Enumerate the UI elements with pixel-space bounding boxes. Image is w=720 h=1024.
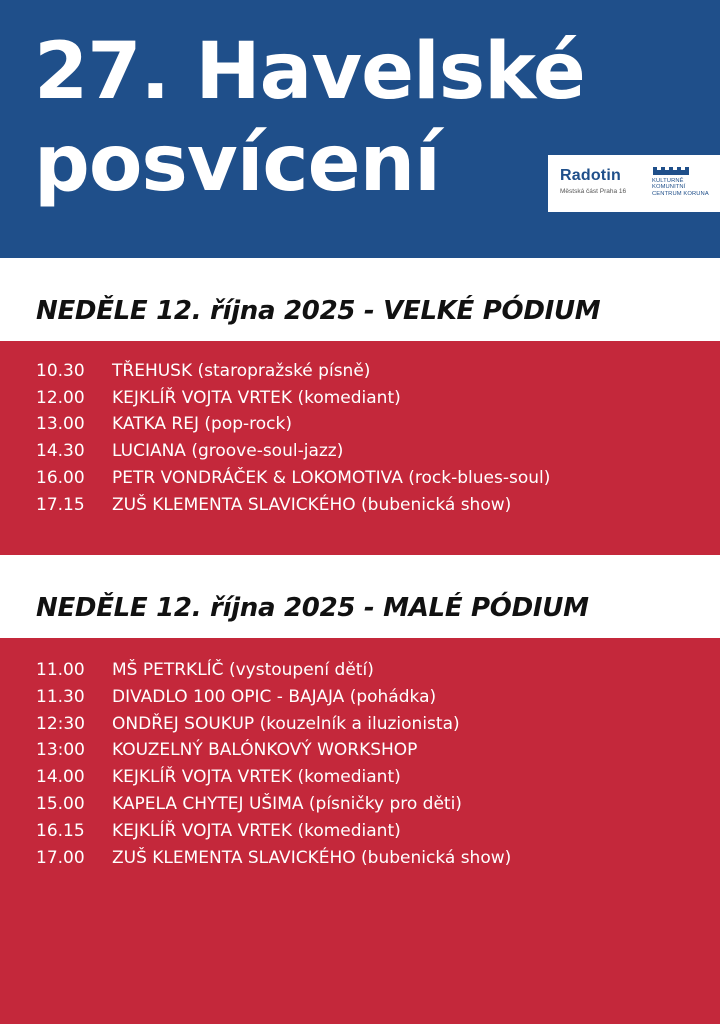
schedule-time: 15.00 <box>36 794 85 814</box>
schedule-time: 13:00 <box>36 740 85 760</box>
schedule-act: KAPELA CHYTEJ UŠIMA (písničky pro děti) <box>112 794 462 814</box>
schedule-act: KATKA REJ (pop-rock) <box>112 414 292 434</box>
schedule-act: MŠ PETRKLÍČ (vystoupení dětí) <box>112 660 374 680</box>
schedule-time: 11.00 <box>36 660 85 680</box>
radotin-logo: Radotin <box>560 167 621 184</box>
kkc-logo-text: KULTURNĚ KOMUNITNÍ CENTRUM KORUNA <box>652 178 709 197</box>
schedule-time: 11.30 <box>36 687 85 707</box>
schedule-time: 14.00 <box>36 767 85 787</box>
schedule-time: 13.00 <box>36 414 85 434</box>
schedule-act: ONDŘEJ SOUKUP (kouzelník a iluzionista) <box>112 714 460 734</box>
schedule-time: 16.00 <box>36 468 85 488</box>
radotin-logo-subtitle: Městská část Praha 16 <box>560 188 627 195</box>
schedule-time: 12:30 <box>36 714 85 734</box>
section-heading-velke-podium: NEDĚLE 12. října 2025 - VELKÉ PÓDIUM <box>36 296 601 326</box>
schedule-act: KEJKLÍŘ VOJTA VRTEK (komediant) <box>112 821 401 841</box>
schedule-time: 14.30 <box>36 441 85 461</box>
schedule-time: 12.00 <box>36 388 85 408</box>
schedule-panel-velke-podium <box>0 341 720 555</box>
kkc-koruna-logo <box>652 165 714 207</box>
schedule-act: TŘEHUSK (staropražské písně) <box>112 361 371 381</box>
schedule-panel-male-podium <box>0 638 720 1024</box>
schedule-time: 10.30 <box>36 361 85 381</box>
schedule-time: 16.15 <box>36 821 85 841</box>
schedule-act: LUCIANA (groove-soul-jazz) <box>112 441 344 461</box>
schedule-act: ZUŠ KLEMENTA SLAVICKÉHO (bubenická show) <box>112 495 512 515</box>
event-title <box>34 26 585 210</box>
crown-icon <box>652 165 692 176</box>
section-heading-male-podium: NEDĚLE 12. října 2025 - MALÉ PÓDIUM <box>36 593 589 623</box>
event-title-line2: posvícení <box>34 119 440 209</box>
schedule-act: KEJKLÍŘ VOJTA VRTEK (komediant) <box>112 767 401 787</box>
schedule-act: PETR VONDRÁČEK & LOKOMOTIVA (rock-blues-soul) <box>112 468 551 488</box>
schedule-act: ZUŠ KLEMENTA SLAVICKÉHO (bubenická show) <box>112 848 512 868</box>
schedule-time: 17.15 <box>36 495 85 515</box>
sponsor-logos <box>548 155 720 212</box>
schedule-act: KOUZELNÝ BALÓNKOVÝ WORKSHOP <box>112 740 418 760</box>
event-title-line1: 27. Havelské <box>34 27 585 117</box>
schedule-act: KEJKLÍŘ VOJTA VRTEK (komediant) <box>112 388 401 408</box>
schedule-time: 17.00 <box>36 848 85 868</box>
header-banner <box>0 0 720 258</box>
schedule-act: DIVADLO 100 OPIC - BAJAJA (pohádka) <box>112 687 437 707</box>
